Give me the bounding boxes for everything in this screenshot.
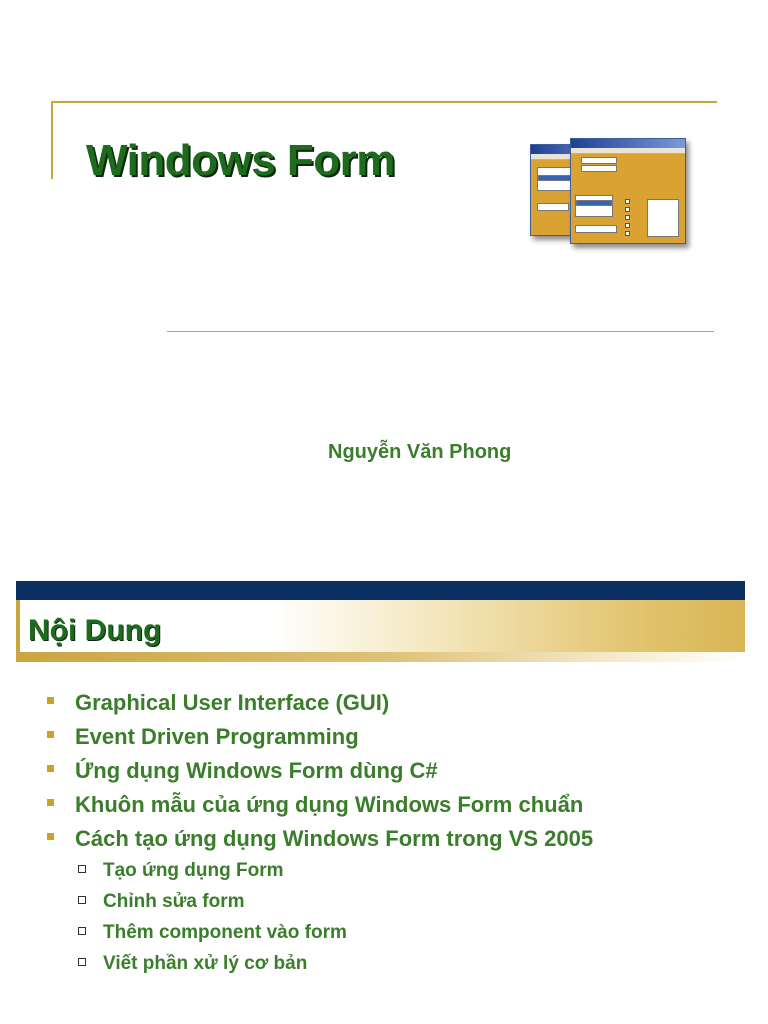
subtitle-rule bbox=[167, 331, 714, 332]
sub-list-item: Viết phần xử lý cơ bản bbox=[103, 953, 308, 974]
list-item: Ứng dụng Windows Form dùng C# bbox=[75, 758, 438, 783]
square-bullet-icon bbox=[47, 697, 54, 704]
author-name: Nguyễn Văn Phong bbox=[328, 441, 512, 463]
windows-form-screenshot-image bbox=[530, 138, 690, 254]
hollow-square-bullet-icon bbox=[78, 927, 86, 935]
list-item: Cách tạo ứng dụng Windows Form trong VS 2005 bbox=[75, 826, 594, 851]
hollow-square-bullet-icon bbox=[78, 958, 86, 966]
square-bullet-icon bbox=[47, 765, 54, 772]
hollow-square-bullet-icon bbox=[78, 896, 86, 904]
content-slide bbox=[0, 560, 768, 1024]
front-window-image bbox=[570, 138, 686, 244]
navy-header-bar bbox=[16, 581, 745, 600]
frame-left-rule bbox=[51, 101, 53, 179]
square-bullet-icon bbox=[47, 833, 54, 840]
sub-list-item: Tạo ứng dụng Form bbox=[103, 860, 284, 881]
square-bullet-icon bbox=[47, 731, 54, 738]
sub-list-item: Thêm component vào form bbox=[103, 922, 347, 943]
list-item: Graphical User Interface (GUI) bbox=[75, 690, 390, 715]
slide-heading: Nội Dung bbox=[28, 614, 162, 647]
slide-title: Windows Form bbox=[86, 136, 395, 185]
gold-left-edge bbox=[16, 600, 20, 662]
hollow-square-bullet-icon bbox=[78, 865, 86, 873]
gold-underline-band bbox=[16, 652, 745, 662]
list-item: Khuôn mẫu của ứng dụng Windows Form chuẩn bbox=[75, 792, 584, 817]
square-bullet-icon bbox=[47, 799, 54, 806]
sub-list-item: Chỉnh sửa form bbox=[103, 891, 245, 912]
frame-top-rule bbox=[51, 101, 717, 103]
list-item: Event Driven Programming bbox=[75, 724, 359, 749]
